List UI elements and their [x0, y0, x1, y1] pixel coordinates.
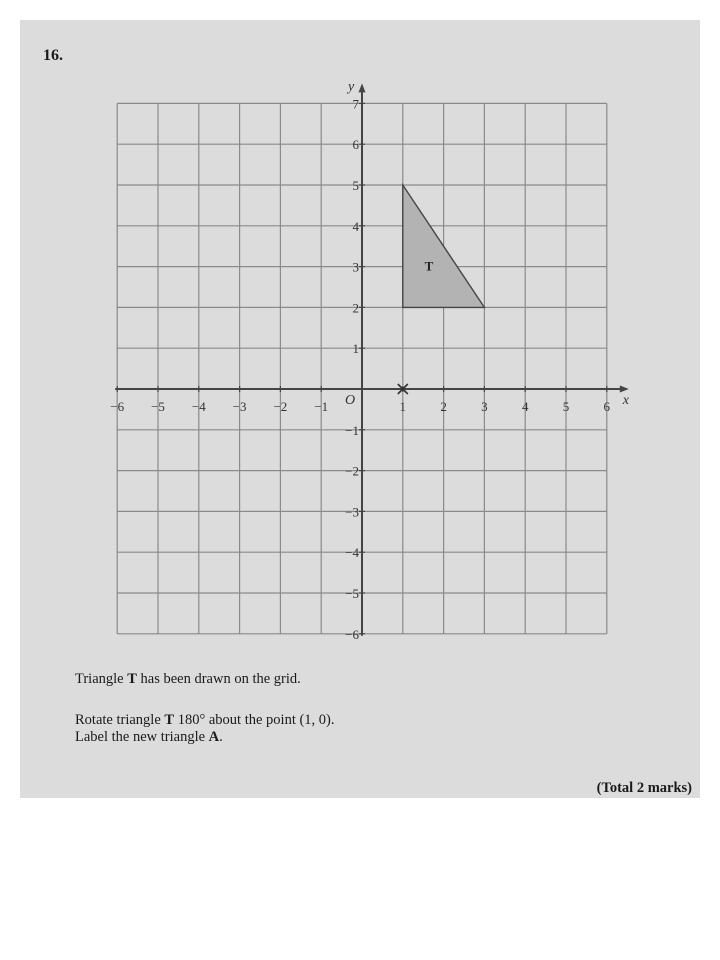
instruction-text: Label the new triangle — [75, 729, 209, 745]
x-tick-label: 6 — [603, 399, 611, 414]
instruction-line-3 — [75, 729, 223, 746]
x-tick-label: −5 — [151, 399, 165, 414]
x-axis-arrow — [620, 386, 629, 393]
y-tick-label: 3 — [352, 259, 359, 275]
origin-label: O — [345, 393, 356, 408]
instruction-text: Triangle — [75, 671, 128, 687]
triangle-label: T — [424, 258, 434, 274]
instruction-text: Rotate triangle — [75, 712, 165, 728]
triangle-name: T — [127, 671, 137, 687]
total-marks: (Total 2 marks) — [596, 780, 692, 796]
instruction-line-2 — [75, 712, 335, 729]
x-axis-label: x — [622, 393, 630, 408]
y-axis-label: y — [348, 79, 355, 95]
y-tick-label: −3 — [345, 504, 359, 520]
y-tick-label: 1 — [352, 341, 359, 357]
y-tick-label: 7 — [352, 96, 359, 112]
y-tick-label: −5 — [345, 586, 359, 601]
question-number: 16. — [43, 47, 63, 64]
y-tick-label: −4 — [345, 545, 359, 561]
instruction-line-1 — [75, 671, 301, 688]
instruction-text: has been drawn on the grid. — [136, 671, 301, 687]
y-tick-label: −2 — [345, 463, 359, 479]
y-tick-label: 6 — [352, 137, 359, 153]
y-tick-label: 5 — [352, 178, 359, 193]
y-tick-label: −1 — [345, 422, 359, 438]
y-axis-arrow — [359, 83, 366, 92]
instruction-text: 180° about the point (1, 0). — [174, 712, 335, 728]
y-tick-label: 2 — [352, 300, 359, 316]
x-tick-label: −3 — [232, 399, 247, 414]
x-tick-label: −1 — [314, 399, 329, 414]
x-tick-label: 3 — [481, 399, 488, 414]
new-triangle-name: A — [208, 729, 220, 745]
question-sheet — [20, 20, 700, 798]
x-tick-label: −2 — [273, 399, 288, 414]
coordinate-grid — [20, 20, 700, 660]
triangle-name: T — [164, 712, 175, 728]
instruction-text: . — [219, 729, 223, 745]
x-tick-label: 4 — [521, 399, 529, 414]
x-tick-label: 1 — [399, 399, 407, 414]
y-tick-label: −6 — [345, 626, 359, 642]
x-tick-label: −6 — [110, 399, 125, 414]
x-tick-label: 5 — [562, 399, 570, 414]
x-tick-label: 2 — [440, 399, 447, 414]
y-tick-label: 4 — [352, 218, 359, 234]
x-tick-label: −4 — [191, 399, 206, 414]
